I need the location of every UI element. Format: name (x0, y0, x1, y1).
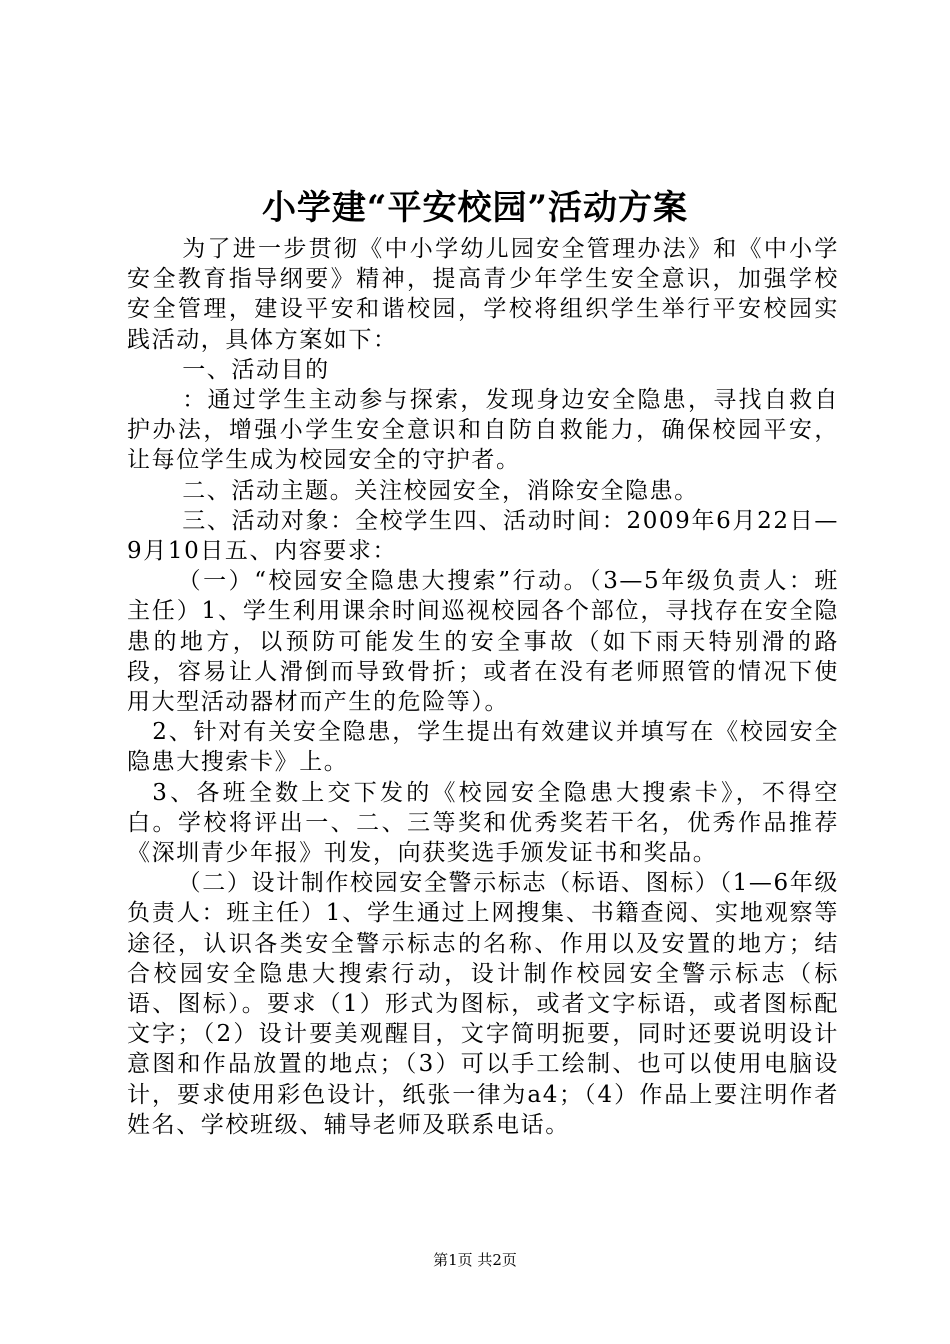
section-heading-purpose: 一、活动目的 (182, 356, 330, 383)
intro-paragraph: 为了进一步贯彻《中小学幼儿园安全管理办法》和《中小学安全教育指导纲要》精神，提高青少年学生安全意识，加强学校安全管理，建设平安和谐校园，学校将组织学生举行平安校园实践活动，具体方案如下： (127, 236, 839, 353)
theme-paragraph: 二、活动主题。关注校园安全，消除安全隐患。 (182, 477, 699, 504)
document-title: 小学建“平安校园”活动方案 (261, 188, 689, 228)
purpose-paragraph: ：通过学生主动参与探索，发现身边安全隐患，寻找自救自护办法，增强小学生安全意识和自防自救能力，确保校园平安，让每位学生成为校园安全的守护者。 (127, 387, 839, 474)
page-number-footer: 第1页 共2页 (433, 1251, 517, 1269)
activity-one-item-2: 2、针对有关安全隐患，学生提出有效建议并填写在《校园安全隐患大搜索卡》上。 (127, 719, 839, 776)
activity-one-item-3: 3、各班全数上交下发的《校园安全隐患大搜索卡》，不得空白。学校将评出一、二、三等奖和优秀奖若干名，优秀作品推荐《深圳青少年报》刊发，向获奖选手颁发证书和奖品。 (127, 779, 839, 867)
activity-two-paragraph: （二）设计制作校园安全警示标志（标语、图标）（1—6年级负责人：班主任）1、学生通过上网搜集、书籍查阅、实地观察等途径，认识各类安全警示标志的名称、作用以及安置的地方；结合校园安全隐患大搜索行动，设计制作校园安全警示标志（标语、图标）。要求（1）形式为图标，或者文字标语，或者图标配文字；（2）设计要美观醒目，文字简明扼要，同时还要说明设计意图和作品放置的地点；（3）可以手工绘制、也可以使用电脑设计，要求使用彩色设计，纸张一律为a4；（4）作品上要注明作者姓名、学校班级、辅导老师及联系电话。 (127, 870, 839, 1138)
target-time-paragraph: 三、活动对象：全校学生四、活动时间：2009年6月22日—9月10日五、内容要求： (127, 507, 839, 565)
activity-one-paragraph: （一）“校园安全隐患大搜索”行动。（3—5年级负责人：班主任）1、学生利用课余时间巡视校园各个部位，寻找存在安全隐患的地方，以预防可能发生的安全事故（如下雨天特别滑的路段，容易让人滑倒而导致骨折；或者在没有老师照管的情况下使用大型活动器材而产生的危险等）。 (127, 568, 839, 716)
document-body (127, 234, 839, 1140)
